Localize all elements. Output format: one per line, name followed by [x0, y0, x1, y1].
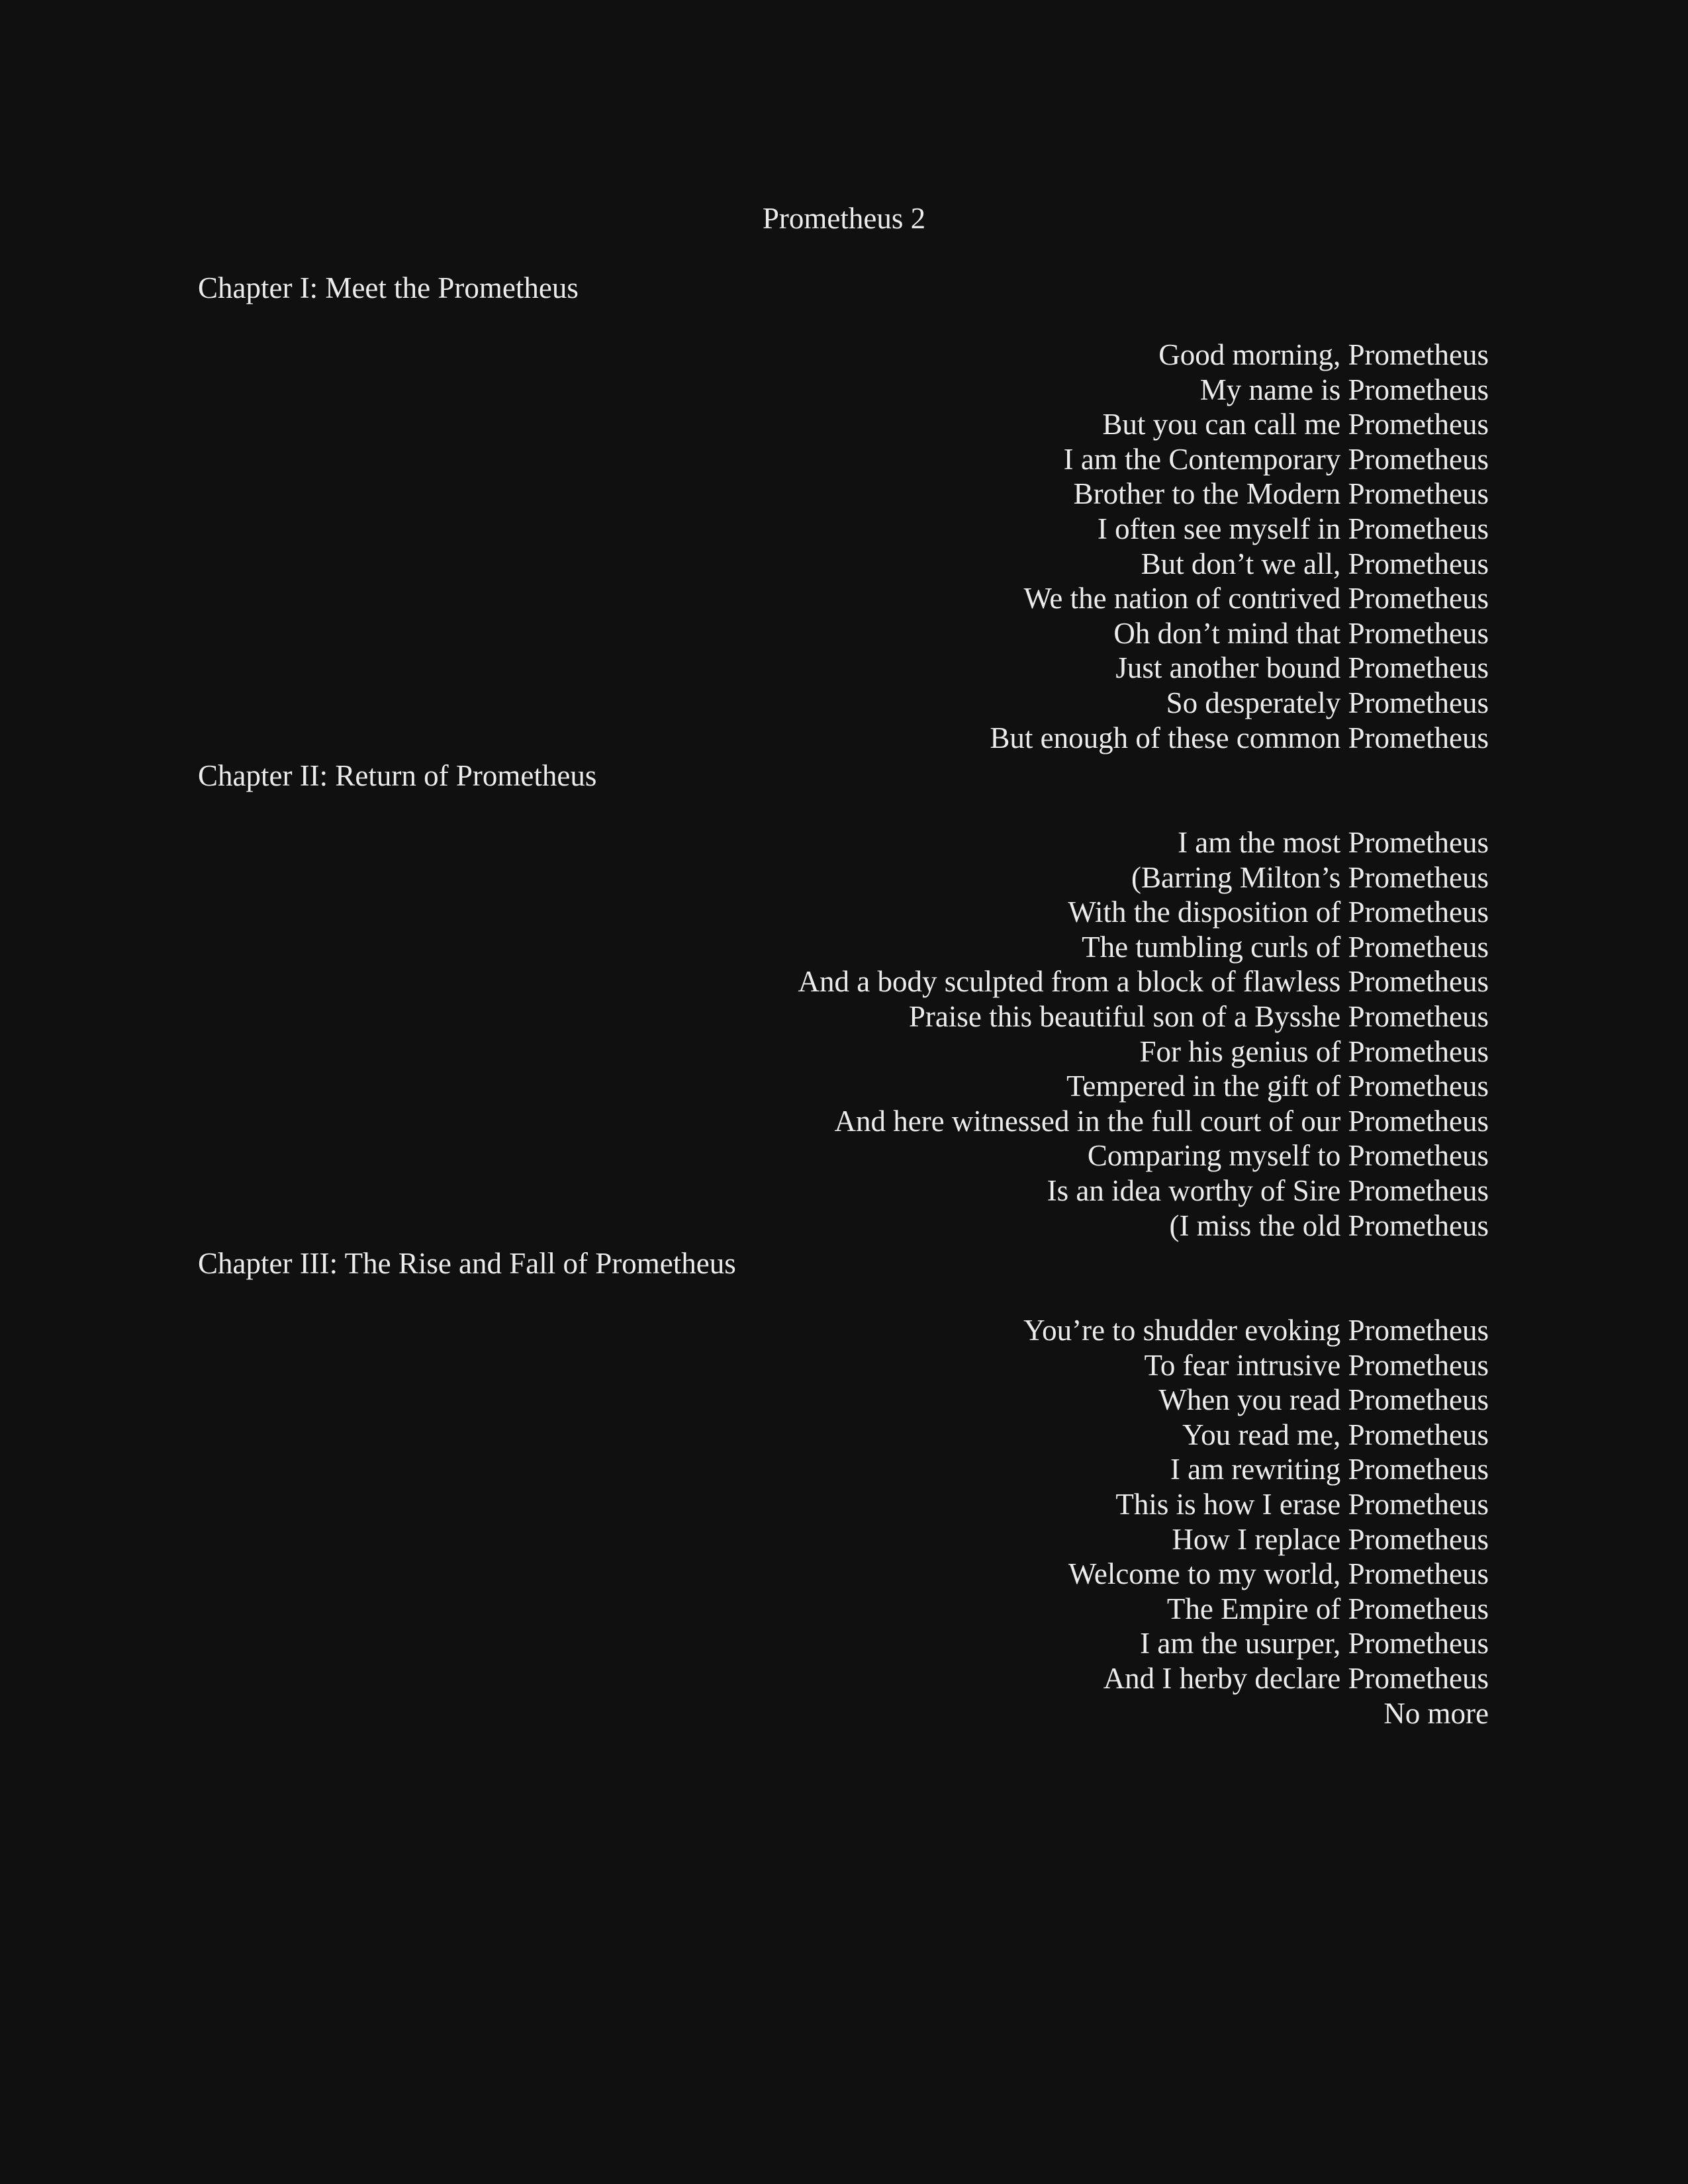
poem-line: Praise this beautiful son of a Bysshe Prometheus [908, 999, 1489, 1033]
poem-line: But enough of these common Prometheus [990, 721, 1489, 754]
document-title: Prometheus 2 [762, 202, 926, 235]
poem-line: So desperately Prometheus [1166, 686, 1489, 719]
poem-line: I am the Contemporary Prometheus [1063, 442, 1489, 476]
stanza [231, 338, 1489, 755]
poem-line: We the nation of contrived Prometheus [1023, 582, 1489, 615]
chapter-heading: Chapter II: Return of Prometheus [198, 759, 597, 792]
poem-line: Is an idea worthy of Sire Prometheus [1047, 1173, 1489, 1207]
stanza [231, 1313, 1489, 1731]
poem-line: No more [1383, 1696, 1489, 1730]
chapter-heading: Chapter III: The Rise and Fall of Prometheus [198, 1247, 736, 1280]
poem-line: I am the usurper, Prometheus [1140, 1627, 1489, 1661]
poem-line: (I miss the old Prometheus [1169, 1208, 1489, 1242]
poem-line: I often see myself in Prometheus [1097, 512, 1489, 545]
poem-line: Comparing myself to Prometheus [1087, 1139, 1489, 1173]
poem-line: Tempered in the gift of Prometheus [1066, 1069, 1489, 1103]
poem-line: The tumbling curls of Prometheus [1082, 930, 1489, 964]
poem-line: But don’t we all, Prometheus [1141, 547, 1489, 580]
poem-line: Brother to the Modern Prometheus [1073, 477, 1489, 511]
poem-line: With the disposition of Prometheus [1068, 895, 1489, 929]
poem-line: Welcome to my world, Prometheus [1068, 1557, 1489, 1591]
poem-line: Good morning, Prometheus [1158, 338, 1489, 371]
poem-line: (Barring Milton’s Prometheus [1131, 860, 1489, 894]
poem-line: And a body sculpted from a block of flawless Prometheus [798, 965, 1489, 999]
poem-line: This is how I erase Prometheus [1115, 1487, 1489, 1521]
poem-line: I am the most Prometheus [1178, 826, 1489, 859]
poem-line: Just another bound Prometheus [1115, 651, 1489, 685]
poem-line: You read me, Prometheus [1182, 1418, 1489, 1451]
poem-line: Oh don’t mind that Prometheus [1113, 616, 1489, 650]
poem-line: To fear intrusive Prometheus [1144, 1348, 1489, 1382]
chapter-heading: Chapter I: Meet the Prometheus [198, 271, 579, 304]
poem-line: But you can call me Prometheus [1102, 408, 1489, 441]
poem-line: And here witnessed in the full court of our Prometheus [834, 1104, 1489, 1138]
poem-line: The Empire of Prometheus [1166, 1592, 1489, 1625]
poem-line: How I replace Prometheus [1172, 1522, 1489, 1556]
poem-line: And I herby declare Prometheus [1103, 1661, 1489, 1695]
poem-line: For his genius of Prometheus [1139, 1034, 1489, 1068]
poem-line: You’re to shudder evoking Prometheus [1023, 1314, 1489, 1347]
stanza [231, 825, 1489, 1243]
poem-line: My name is Prometheus [1199, 373, 1489, 406]
poem-line: I am rewriting Prometheus [1170, 1453, 1489, 1486]
poem-line: When you read Prometheus [1158, 1383, 1489, 1417]
